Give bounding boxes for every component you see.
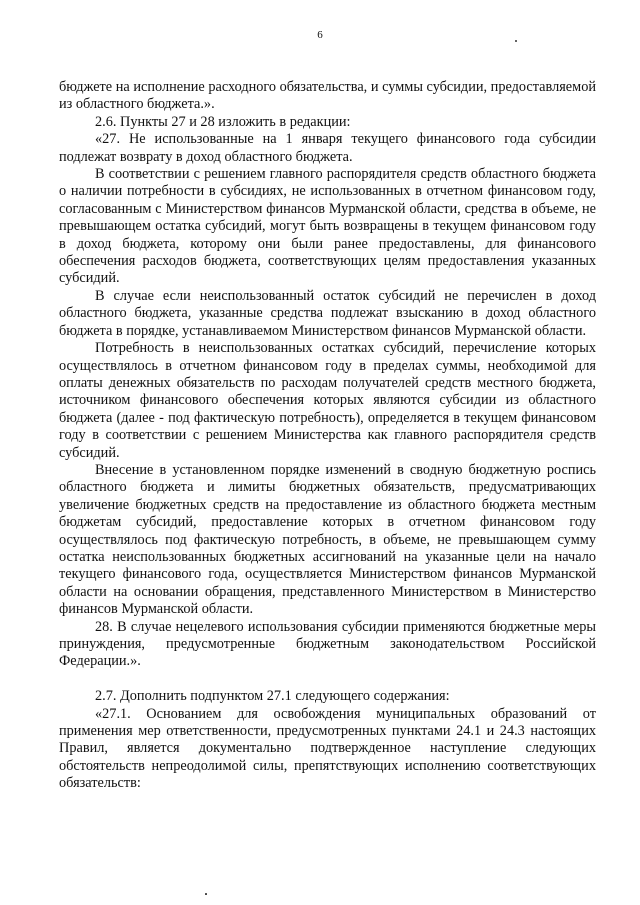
paragraph: Внесение в установленном порядке изменений в сводную бюджетную роспись областного бюджета и лимиты бюджетных обязательств, предусматривающих увеличение бюджетных средств на предоставление из областного бюджета местным бюджетам субсидий, предоставление которых в отчетном финансовом году осуществлялось под фактическую потребность, в объеме, не превышающем сумму остатка неиспользованных бюджетных ассигнований на указанные цели на начало текущего финансового года, осуществляется Министерством финансов Мурманской области на основании обращения, представленного Министерством в Министерство финансов Мурманской области. <box>59 461 596 618</box>
paragraph: «27.1. Основанием для освобождения муниципальных образований от применения мер ответственности, предусмотренных пунктами 24.1 и 24.3 настоящих Правил, является документально подтвержденное наступление следующих обстоятельств непреодолимой силы, препятствующих исполнению соответствующих обязательств: <box>59 705 596 792</box>
scan-speck <box>515 40 517 42</box>
paragraph: бюджете на исполнение расходного обязательства, и суммы субсидии, предоставляемой из областного бюджета.». <box>59 79 596 113</box>
paragraph: 28. В случае нецелевого использования субсидии применяются бюджетные меры принуждения, предусмотренные бюджетным законодательством Российской Федерации.». <box>59 618 596 670</box>
page-number: 6 <box>317 29 323 41</box>
paragraph: Потребность в неиспользованных остатках субсидий, перечисление которых осуществлялось в отчетном финансовом году в пределах суммы, необходимой для оплаты денежных обязательств по расходам получателей средств местного бюджета, источником финансового обеспечения которых являются субсидии из областного бюджета (далее - под фактическую потребность), определяется в текущем финансовом году в соответствии с решением Министерства как главного распорядителя средств субсидий. <box>59 340 596 461</box>
paragraph: В соответствии с решением главного распорядителя средств областного бюджета о наличии потребности в субсидиях, не использованных в отчетном финансовом году, согласованным с Министерством финансов Мурманской области, средства в объеме, не превышающем остатка субсидий, могут быть возвращены в текущем финансовом году в доход бюджета, которому они были ранее предоставлены, для финансового обеспечения расходов бюджета, соответствующих целям предоставления указанных субсидий. <box>59 166 596 287</box>
paragraph: В случае если неиспользованный остаток субсидий не перечислен в доход областного бюджета, указанные средства подлежат взысканию в доход областного бюджета в порядке, устанавливаемом Министерством финансов Мурманской области. <box>59 287 596 339</box>
scan-speck <box>205 893 207 895</box>
paragraph: «27. Не использованные на 1 января текущего финансового года субсидии подлежат возврату в доход областного бюджета. <box>59 131 596 165</box>
paragraph: 2.7. Дополнить подпунктом 27.1 следующего содержания: <box>95 688 450 705</box>
paragraph: 2.6. Пункты 27 и 28 изложить в редакции: <box>95 113 351 130</box>
document-body <box>59 79 596 793</box>
